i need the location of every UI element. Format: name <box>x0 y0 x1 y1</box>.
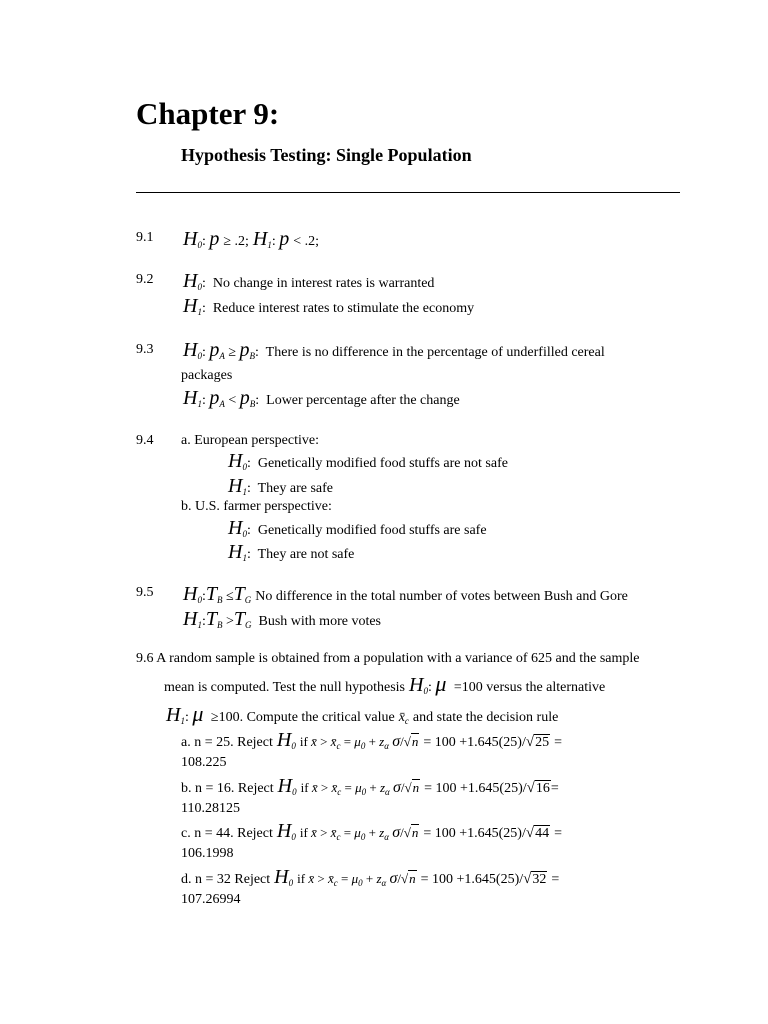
item-rhs: = 100 +1.645(25)/ <box>423 826 526 841</box>
h0-text: No difference in the total number of votes between Bush and Gore <box>255 589 628 604</box>
item-lead: c. n = 44. Reject <box>181 826 273 841</box>
equals-sign: = <box>550 781 559 796</box>
hypothesis-line: $H_1$: They are safe <box>228 475 333 497</box>
problem-text: ≥100. Compute the critical value <box>210 710 395 725</box>
problem-text-line: mean is computed. Test the null hypothesis $H_0$: μ =100 versus the alternative <box>164 671 606 696</box>
equals-sign: = <box>551 872 560 887</box>
h0-relation: ≥ .2; <box>223 234 249 249</box>
problem-number: 9.3 <box>136 342 154 357</box>
item-result: 108.225 <box>181 755 227 770</box>
item-result: 110.28125 <box>181 801 240 816</box>
item-rhs: = 100 +1.645(25)/ <box>420 872 524 887</box>
decision-rule: d. n = 32 Reject $H_0$ if x̄ > $x̄_c = \mu_0 + z_\alpha$ σ/√n = 100 +1.645(25)/√32 = <box>181 866 560 888</box>
h0-text: Genetically modified food stuffs are not safe <box>257 456 508 471</box>
item-lead: d. n = 32 Reject <box>181 872 271 887</box>
problem-text: 9.6 A random sample is obtained from a population with a variance of 625 and the sample <box>136 651 640 666</box>
h1-text: They are safe <box>257 481 333 496</box>
h0-text-continued: packages <box>181 368 233 383</box>
decision-rule: b. n = 16. Reject $H_0$ if x̄ > $x̄_c = \mu_0 + z_\alpha$ σ/√n = 100 +1.645(25)/√16= <box>181 775 559 797</box>
hypothesis-formula: $H_0$: p ≥ .2; $H_1$: p < .2; <box>183 228 320 250</box>
hypothesis-line: $H_0$: No change in interest rates is warranted <box>183 270 435 292</box>
problem-text: and state the decision rule <box>412 710 559 725</box>
item-rhs: = 100 +1.645(25)/ <box>423 735 526 750</box>
h0-text: Genetically modified food stuffs are safe <box>257 523 487 538</box>
h1-text: Bush with more votes <box>258 614 381 629</box>
equals-sign: = <box>554 735 562 750</box>
hypothesis-line: $H_1$: Reduce interest rates to stimulate the economy <box>183 295 475 317</box>
item-result: 107.26994 <box>181 892 241 907</box>
problem-number: 9.4 <box>136 433 154 448</box>
hypothesis-line: $H_0:T_B \le T_G$ No difference in the total number of votes between Bush and Gore <box>183 583 628 605</box>
h0-text: No change in interest rates is warranted <box>212 276 435 291</box>
h1-text: Reduce interest rates to stimulate the economy <box>212 301 475 316</box>
decision-rule: a. n = 25. Reject $H_0$ if x̄ > $x̄_c = \mu_0 + z_\alpha$ σ/√n = 100 +1.645(25)/√25 = <box>181 729 562 751</box>
problem-text: =100 versus the alternative <box>453 680 606 695</box>
decision-rule: c. n = 44. Reject $H_0$ if x̄ > $x̄_c = \mu_0 + z_\alpha$ σ/√n = 100 +1.645(25)/√44 = <box>181 820 562 842</box>
title-divider <box>136 192 680 193</box>
sqrt-value: 44 <box>535 826 550 841</box>
item-lead: b. n = 16. Reject <box>181 781 274 796</box>
hypothesis-line: $H_0$: $p_A \ge p_B$: There is no difference in the percentage of underfilled cereal <box>183 339 605 361</box>
sqrt-value: 16 <box>535 781 550 796</box>
hypothesis-line: $H_1:T_B >T_G$ Bush with more votes <box>183 608 381 630</box>
hypothesis-line: $H_0$: Genetically modified food stuffs are safe <box>228 517 487 539</box>
equals-sign: = <box>554 826 562 841</box>
hypothesis-line: $H_1$: They are not safe <box>228 541 355 563</box>
h0-text: There is no difference in the percentage of underfilled cereal <box>265 345 605 360</box>
hypothesis-line: $H_0$: Genetically modified food stuffs are not safe <box>228 450 508 472</box>
h1-text: They are not safe <box>257 547 355 562</box>
item-result: 106.1998 <box>181 846 234 861</box>
problem-number: 9.1 <box>136 230 154 245</box>
problem-text-line: $H_1$: μ ≥100. Compute the critical value $x̄_c$ and state the decision rule <box>166 701 559 726</box>
problem-number: 9.5 <box>136 585 154 600</box>
chapter-title: Chapter 9: <box>136 96 280 131</box>
problem-text: mean is computed. Test the null hypothesis <box>164 680 406 695</box>
h1-relation: < .2; <box>293 234 320 249</box>
sqrt-value: 32 <box>532 872 547 887</box>
part-label: b. U.S. farmer perspective: <box>181 499 332 514</box>
hypothesis-line: $H_1$: $p_A < p_B$: Lower percentage after the change <box>183 387 460 409</box>
item-rhs: = 100 +1.645(25)/ <box>424 781 527 796</box>
part-label: a. European perspective: <box>181 433 319 448</box>
chapter-subtitle: Hypothesis Testing: Single Population <box>181 145 472 165</box>
sqrt-value: 25 <box>535 735 550 750</box>
problem-number: 9.2 <box>136 272 154 287</box>
h1-text: Lower percentage after the change <box>266 393 460 408</box>
item-lead: a. n = 25. Reject <box>181 735 273 750</box>
